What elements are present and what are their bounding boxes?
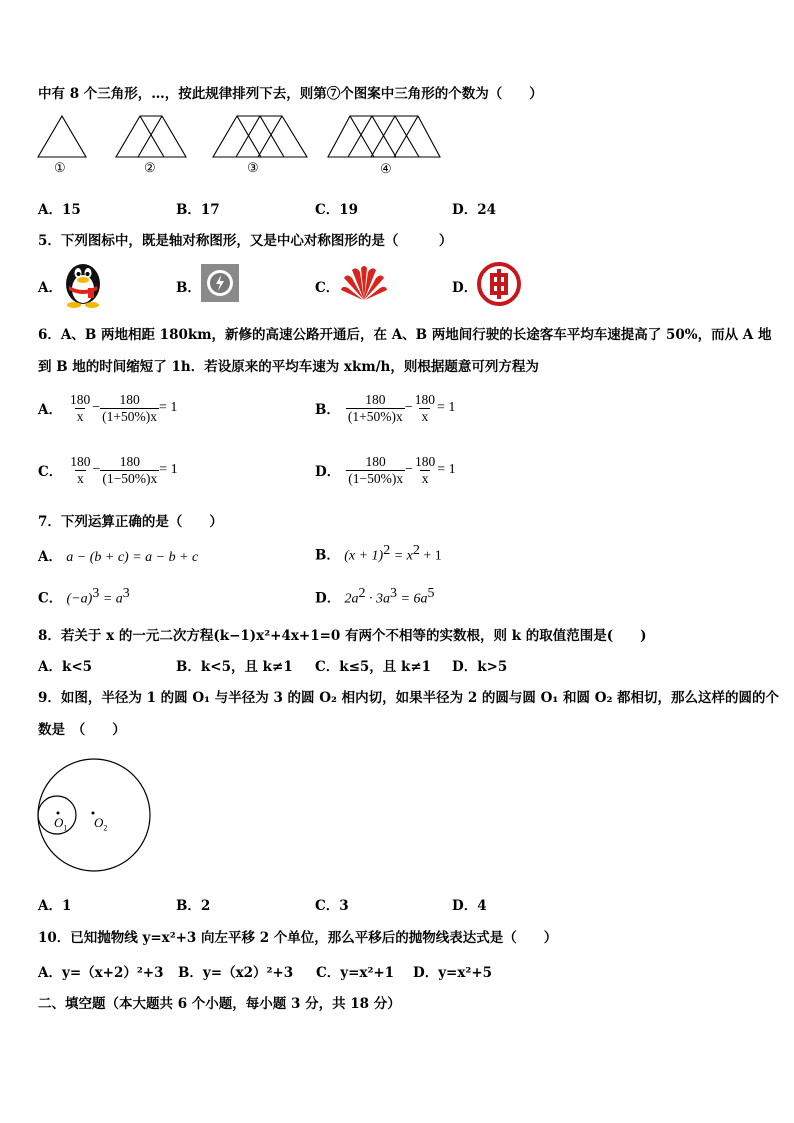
q8-text: 8．若关于 x 的一元二次方程(k−1)x²+4x+1=0 有两个不相等的实数根，则 k 的取值范围是( ) xyxy=(38,628,647,644)
q8-option-d: D．k>5 xyxy=(452,659,508,675)
q7-option-a: A． a − (b + c) = a − b + c xyxy=(38,549,199,565)
q5-label-d: D． xyxy=(452,280,478,296)
fig-label-3: ③ xyxy=(247,160,259,175)
q9-option-a: A．1 xyxy=(38,898,72,914)
fig-label-1: ① xyxy=(54,160,66,175)
q6-label-a: A． xyxy=(38,402,62,418)
q7-option-c: C． $(-a)^3 = a^3$ xyxy=(38,586,130,607)
q6-line1: 6．A、B 两地相距 180km，新修的高速公路开通后，在 A、B 两地间行驶的长途客车平均车速提高了 50%，而从 A 地 xyxy=(38,327,772,343)
q9-option-d: D．4 xyxy=(452,898,487,914)
fig-label-4: ④ xyxy=(380,161,392,176)
q6-label-c: C． xyxy=(38,464,63,480)
q5-text: 5．下列图标中，既是轴对称图形，又是中心对称图形的是（ ） xyxy=(38,233,453,249)
q10-option-c: C．y=x²+1 xyxy=(316,965,395,981)
q8-option-c: C．k≤5，且 k≠1 xyxy=(315,659,432,675)
q6-option-d: D． $\frac{180}{(1-50\%)x}$ − $\frac{180}{x}$ = 1 xyxy=(315,453,456,486)
q4-option-d: D．24 xyxy=(452,202,496,218)
q5-label-b: B． xyxy=(176,280,201,296)
q7-text: 7．下列运算正确的是（ ） xyxy=(38,514,223,530)
section-2-title: 二、填空题（本大题共 6 个小题，每小题 3 分，共 18 分） xyxy=(38,996,401,1012)
fig-label-2: ② xyxy=(144,160,156,175)
q9-line2: 数是 （ ） xyxy=(38,722,126,738)
q6-line2: 到 B 地的时间缩短了 1h．若设原来的平均车速为 xkm/h，则根据题意可列方程为 xyxy=(38,359,539,375)
q4-option-c: C．19 xyxy=(315,202,359,218)
q6-label-d: D． xyxy=(315,464,341,480)
q6-option-b: B． $\frac{180}{(1+50\%)x}$ − $\frac{180}{x}$ = 1 xyxy=(315,391,456,424)
q4-option-a: A．15 xyxy=(38,202,81,218)
pattern-4-triangles xyxy=(328,116,440,157)
q6-option-c: C． $\frac{180}{x}$ − $\frac{180}{(1-50\%)x}$ = 1 xyxy=(38,453,178,486)
q6-label-b: B． xyxy=(315,402,340,418)
q4-option-b: B．17 xyxy=(176,202,220,218)
q9-option-b: B．2 xyxy=(176,898,211,914)
q10-option-b: B．y=（x2）²+3 xyxy=(178,965,294,981)
label-o1: $O_1$ xyxy=(54,815,68,833)
pattern-1-triangles xyxy=(38,116,86,157)
q7-option-d: D． $2a^2 \cdot 3a^3 = 6a^5$ xyxy=(315,586,435,607)
tangent-circles-figure xyxy=(34,755,156,873)
pattern-2-triangles xyxy=(116,116,186,157)
triangle-pattern-figure xyxy=(30,108,460,180)
q7-option-b: B． $(x + 1)^2 = x^2 + 1$ xyxy=(315,543,442,564)
pattern-3-triangles xyxy=(213,116,307,157)
q9-line1: 9．如图，半径为 1 的圆 O₁ 与半径为 3 的圆 O₂ 相内切，如果半径为 2 的圆与圆 O₁ 和圆 O₂ 都相切，那么这样的圆的个 xyxy=(38,690,780,706)
q10-text: 10．已知抛物线 y=x²+3 向左平移 2 个单位，那么平移后的抛物线表达式是（ ） xyxy=(38,930,558,946)
q9-option-c: C．3 xyxy=(315,898,349,914)
q5-label-a: A． xyxy=(38,280,62,296)
icbc-logo-icon xyxy=(476,261,522,307)
label-o2: $O_2$ xyxy=(94,815,108,833)
q8-option-b: B．k<5，且 k≠1 xyxy=(176,659,293,675)
huawei-logo-icon xyxy=(340,262,388,302)
q5-label-c: C． xyxy=(315,280,340,296)
q10-option-a: A．y=（x+2）²+3 xyxy=(38,965,164,981)
q10-option-d: D．y=x²+5 xyxy=(413,965,493,981)
q6-option-a: A． $\frac{180}{x}$ − $\frac{180}{(1+50\%)x}$ = 1 xyxy=(38,391,178,424)
qq-penguin-icon xyxy=(60,258,106,308)
q8-option-a: A．k<5 xyxy=(38,659,93,675)
q4-text: 中有 8 个三角形，…，按此规律排列下去，则第⑦个图案中三角形的个数为（ ） xyxy=(38,86,543,102)
power-button-icon xyxy=(201,264,239,302)
